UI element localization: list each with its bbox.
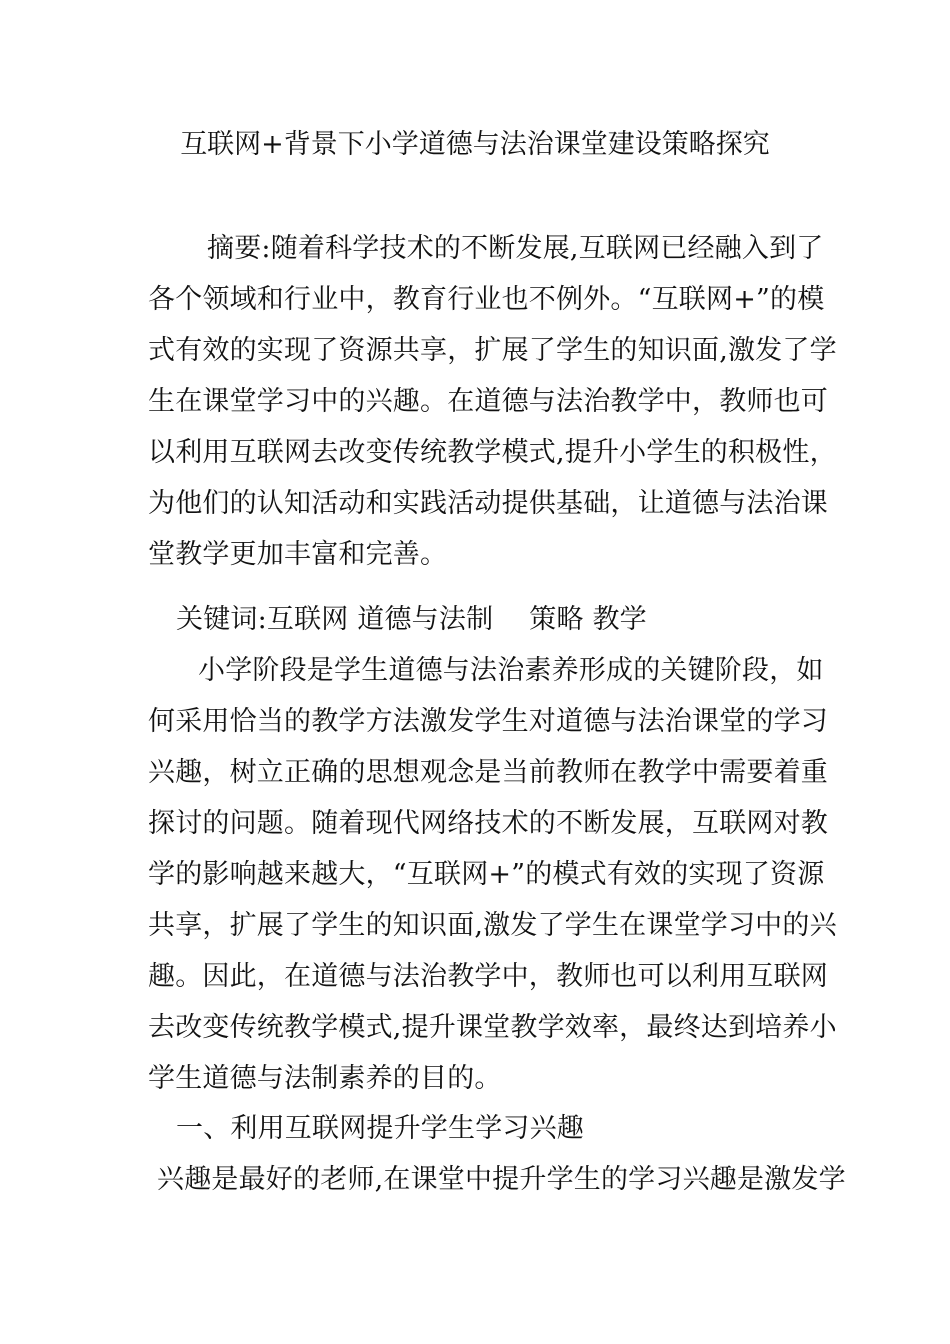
intro-line: 学的影响越来越大，“互联网+”的模式有效的实现了资源: [148, 859, 825, 890]
abstract-line: 堂教学更加丰富和完善。: [148, 539, 448, 570]
abstract-line: 为他们的认知活动和实践活动提供基础，让道德与法治课: [148, 488, 828, 519]
section-heading: 一、利用互联网提升学生学习兴趣: [176, 1113, 584, 1144]
intro-line: 何采用恰当的教学方法激发学生对道德与法治课堂的学习: [148, 706, 828, 737]
abstract-line: 生在课堂学习中的兴趣。在道德与法治教学中，教师也可: [148, 386, 828, 417]
abstract-line: 以利用互联网去改变传统教学模式,提升小学生的积极性，: [148, 437, 837, 468]
keywords-line: 关键词:互联网 道德与法制 策略 教学: [176, 604, 647, 635]
intro-line: 兴趣，树立正确的思想观念是当前教师在教学中需要着重: [148, 757, 828, 788]
abstract-line: 式有效的实现了资源共享，扩展了学生的知识面,激发了学: [148, 335, 837, 366]
abstract-line: 摘要:随着科学技术的不断发展,互联网已经融入到了: [207, 233, 824, 264]
intro-line: 去改变传统教学模式,提升课堂教学效率，最终达到培养小: [148, 1012, 837, 1043]
document-title: 互联网+背景下小学道德与法治课堂建设策略探究: [180, 129, 770, 160]
intro-line: 探讨的问题。随着现代网络技术的不断发展，互联网对教: [148, 808, 828, 839]
intro-line: 共享，扩展了学生的知识面,激发了学生在课堂学习中的兴: [148, 910, 837, 941]
section-body-line: 兴趣是最好的老师,在课堂中提升学生的学习兴趣是激发学: [157, 1164, 846, 1195]
intro-line: 趣。因此，在道德与法治教学中，教师也可以利用互联网: [148, 961, 828, 992]
intro-line: 小学阶段是学生道德与法治素养形成的关键阶段，如: [198, 655, 824, 686]
abstract-line: 各个领域和行业中，教育行业也不例外。“互联网+”的模: [148, 284, 825, 315]
intro-line: 学生道德与法制素养的目的。: [148, 1063, 502, 1094]
